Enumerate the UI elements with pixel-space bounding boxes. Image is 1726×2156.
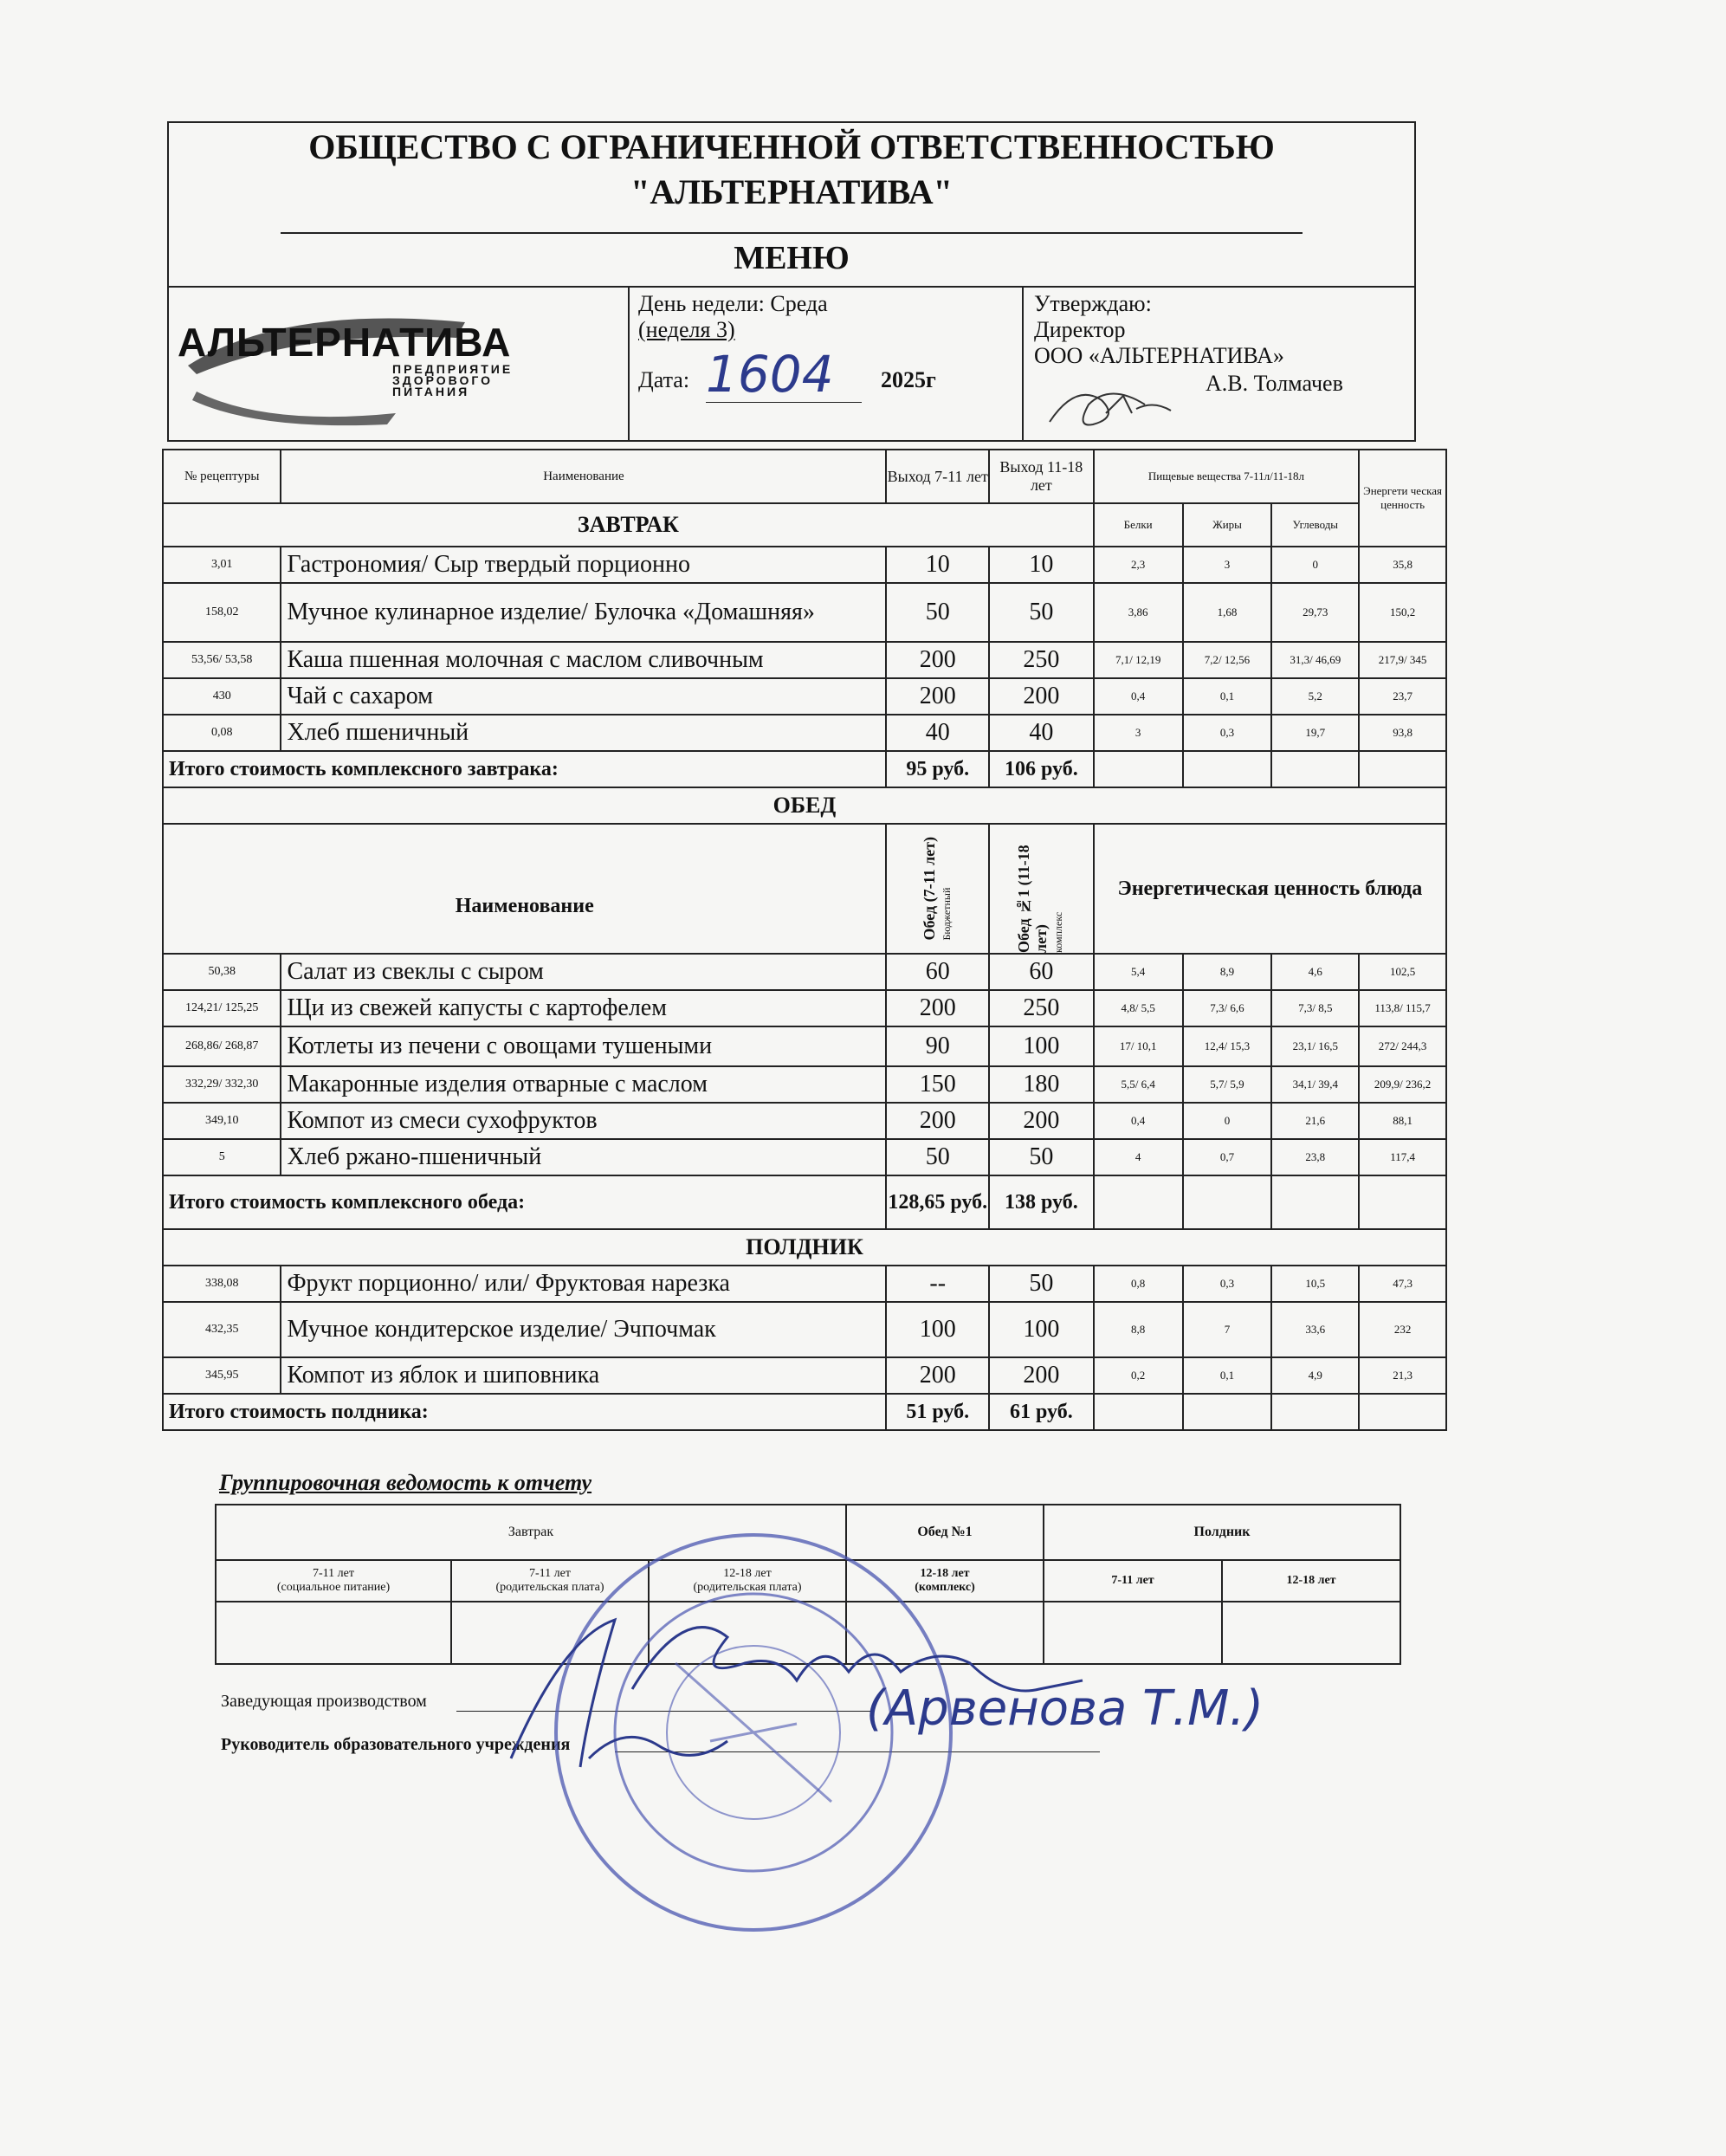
proteins-cell: 5,4 (1094, 954, 1183, 990)
date-underline (706, 402, 862, 403)
portion-old-cell: 60 (989, 954, 1094, 990)
proteins-cell: 0,8 (1094, 1266, 1183, 1302)
energy-cell: 272/ 244,3 (1359, 1026, 1446, 1066)
recipe-no-cell: 50,38 (163, 954, 281, 990)
grouping-subheader-cell: 7-11 лет (социальное питание) (216, 1560, 451, 1602)
dish-name-cell: Хлеб пшеничный (281, 715, 886, 751)
portion-young-cell: 60 (886, 954, 989, 990)
section-lunch: ОБЕД (163, 787, 1446, 824)
lunch-header-old: Обед №1 (11-18 лет) комплекс (989, 824, 1094, 954)
document-header (167, 121, 1416, 442)
fats-cell: 0,1 (1183, 1357, 1272, 1394)
grouping-subheader-cell: 7-11 лет (родительская плата) (451, 1560, 649, 1602)
portion-old-cell: 180 (989, 1066, 1094, 1103)
breakfast-row (163, 583, 1446, 642)
recipe-no-cell: 338,08 (163, 1266, 281, 1302)
energy-cell: 113,8/ 115,7 (1359, 990, 1446, 1026)
dish-name-cell: Чай с сахаром (281, 678, 886, 715)
portion-young-cell: 10 (886, 547, 989, 583)
proteins-cell: 8,8 (1094, 1302, 1183, 1357)
dish-name-cell: Гастрономия/ Сыр твердый порционно (281, 547, 886, 583)
portion-old-cell: 200 (989, 678, 1094, 715)
year: 2025г (881, 367, 936, 392)
portion-young-cell: 200 (886, 1357, 989, 1394)
portion-young-cell: 50 (886, 1139, 989, 1175)
group-lunch: Обед №1 (846, 1505, 1044, 1560)
lunch-header-energy: Энергетическая ценность блюда (1094, 824, 1446, 954)
energy-cell: 47,3 (1359, 1266, 1446, 1302)
portion-old-cell: 50 (989, 1266, 1094, 1302)
dish-name-cell: Компот из смеси сухофруктов (281, 1103, 886, 1139)
fats-cell: 3 (1183, 547, 1272, 583)
director-signature-icon (1041, 374, 1180, 435)
proteins-cell: 3 (1094, 715, 1183, 751)
dish-name-cell: Щи из свежей капусты с картофелем (281, 990, 886, 1026)
proteins-cell: 4 (1094, 1139, 1183, 1175)
breakfast-total-old: 106 руб. (989, 751, 1094, 787)
energy-cell: 93,8 (1359, 715, 1446, 751)
header-out-old: Выход 11-18 лет (989, 450, 1094, 503)
grouping-subheader-cell: 7-11 лет (1044, 1560, 1222, 1602)
doc-title: МЕНЮ (734, 240, 850, 276)
carbs-cell: 10,5 (1271, 1266, 1359, 1302)
breakfast-row (163, 715, 1446, 751)
portion-young-cell: -- (886, 1266, 989, 1302)
dish-name-cell: Компот из яблок и шиповника (281, 1357, 886, 1394)
lunch-row (163, 990, 1446, 1026)
recipe-no-cell: 430 (163, 678, 281, 715)
recipe-no-cell: 332,29/ 332,30 (163, 1066, 281, 1103)
fats-cell: 7 (1183, 1302, 1272, 1357)
carbs-cell: 19,7 (1271, 715, 1359, 751)
snack-rows (163, 1266, 1446, 1394)
energy-cell: 150,2 (1359, 583, 1446, 642)
recipe-no-cell: 124,21/ 125,25 (163, 990, 281, 1026)
lunch-row (163, 1139, 1446, 1175)
carbs-cell: 33,6 (1271, 1302, 1359, 1357)
lunch-header-name: Наименование (163, 824, 886, 954)
approve-role: Директор (1034, 317, 1126, 342)
portion-young-cell: 200 (886, 1103, 989, 1139)
proteins-cell: 5,5/ 6,4 (1094, 1066, 1183, 1103)
snack-row (163, 1357, 1446, 1394)
fats-cell: 1,68 (1183, 583, 1272, 642)
org-name-line1: ОБЩЕСТВО С ОГРАНИЧЕННОЙ ОТВЕТСТВЕННОСТЬЮ (308, 127, 1275, 166)
production-head-label: Заведующая производством (221, 1692, 427, 1711)
carbs-cell: 29,73 (1271, 583, 1359, 642)
recipe-no-cell: 0,08 (163, 715, 281, 751)
breakfast-total-young: 95 руб. (886, 751, 989, 787)
day-of-week: День недели: Среда (638, 291, 828, 316)
header-nutrients: Пищевые вещества 7-11л/11-18л (1094, 450, 1359, 503)
fats-cell: 7,3/ 6,6 (1183, 990, 1272, 1026)
proteins-cell: 2,3 (1094, 547, 1183, 583)
fats-cell: 7,2/ 12,56 (1183, 642, 1272, 678)
approve-name: А.В. Толмачев (1206, 371, 1343, 396)
portion-old-cell: 50 (989, 1139, 1094, 1175)
grouping-subheader-cell: 12-18 лет (1222, 1560, 1400, 1602)
proteins-cell: 0,2 (1094, 1357, 1183, 1394)
week-number: (неделя 3) (638, 317, 735, 342)
breakfast-row (163, 547, 1446, 583)
group-breakfast: Завтрак (216, 1505, 846, 1560)
lunch-total-old: 138 руб. (989, 1175, 1094, 1229)
section-snack: ПОЛДНИК (163, 1229, 1446, 1266)
header-fats: Жиры (1183, 503, 1272, 547)
carbs-cell: 4,9 (1271, 1357, 1359, 1394)
energy-cell: 217,9/ 345 (1359, 642, 1446, 678)
breakfast-total-label: Итого стоимость комплексного завтрака: (163, 751, 886, 787)
lunch-row (163, 1066, 1446, 1103)
grouping-title: Группировочная ведомость к отчету (219, 1470, 592, 1495)
portion-young-cell: 100 (886, 1302, 989, 1357)
energy-cell: 35,8 (1359, 547, 1446, 583)
energy-cell: 102,5 (1359, 954, 1446, 990)
energy-cell: 88,1 (1359, 1103, 1446, 1139)
carbs-cell: 7,3/ 8,5 (1271, 990, 1359, 1026)
breakfast-row (163, 678, 1446, 715)
dish-name-cell: Мучное кулинарное изделие/ Булочка «Домашняя» (281, 583, 886, 642)
section-breakfast: ЗАВТРАК (163, 503, 1094, 547)
proteins-cell: 3,86 (1094, 583, 1183, 642)
header-energy: Энергети ческая ценность (1359, 450, 1446, 547)
logo-subtitle: ПРЕДПРИЯТИЕ ЗДОРОВОГО ПИТАНИЯ (392, 362, 514, 398)
fats-cell: 0,7 (1183, 1139, 1272, 1175)
date-handwritten: 1604 (706, 345, 834, 404)
recipe-no-cell: 53,56/ 53,58 (163, 642, 281, 678)
header-recipe-no: № рецептуры (163, 450, 281, 503)
proteins-cell: 17/ 10,1 (1094, 1026, 1183, 1066)
carbs-cell: 4,6 (1271, 954, 1359, 990)
proteins-cell: 4,8/ 5,5 (1094, 990, 1183, 1026)
snack-row (163, 1266, 1446, 1302)
snack-row (163, 1302, 1446, 1357)
lunch-row (163, 1026, 1446, 1066)
school-head-label: Руководитель образовательного учреждения (221, 1735, 571, 1754)
approval-cell (1024, 288, 1414, 440)
carbs-cell: 34,1/ 39,4 (1271, 1066, 1359, 1103)
portion-old-cell: 200 (989, 1103, 1094, 1139)
lunch-header-young: Обед (7-11 лет) Бюджетный (886, 824, 989, 954)
dish-name-cell: Салат из свеклы с сыром (281, 954, 886, 990)
lunch-row (163, 954, 1446, 990)
proteins-cell: 0,4 (1094, 1103, 1183, 1139)
approve-org: ООО «АЛЬТЕРНАТИВА» (1034, 343, 1284, 368)
lunch-total-young: 128,65 руб. (886, 1175, 989, 1229)
lunch-row (163, 1103, 1446, 1139)
recipe-no-cell: 5 (163, 1139, 281, 1175)
menu-table (162, 449, 1447, 1431)
snack-total-label: Итого стоимость полдника: (163, 1394, 886, 1430)
carbs-cell: 23,8 (1271, 1139, 1359, 1175)
portion-young-cell: 200 (886, 642, 989, 678)
fats-cell: 8,9 (1183, 954, 1272, 990)
grouping-subheader-cell: 12-18 лет (комплекс) (846, 1560, 1044, 1602)
dish-name-cell: Каша пшенная молочная с маслом сливочным (281, 642, 886, 678)
dish-name-cell: Хлеб ржано-пшеничный (281, 1139, 886, 1175)
portion-young-cell: 200 (886, 990, 989, 1026)
portion-young-cell: 150 (886, 1066, 989, 1103)
recipe-no-cell: 3,01 (163, 547, 281, 583)
energy-cell: 232 (1359, 1302, 1446, 1357)
portion-old-cell: 100 (989, 1302, 1094, 1357)
carbs-cell: 0 (1271, 547, 1359, 583)
header-proteins: Белки (1094, 503, 1183, 547)
approve-label: Утверждаю: (1034, 291, 1152, 316)
fats-cell: 0,1 (1183, 678, 1272, 715)
header-info-row (169, 286, 1414, 440)
carbs-cell: 23,1/ 16,5 (1271, 1026, 1359, 1066)
carbs-cell: 31,3/ 46,69 (1271, 642, 1359, 678)
breakfast-rows (163, 547, 1446, 751)
dish-name-cell: Мучное кондитерское изделие/ Эчпочмак (281, 1302, 886, 1357)
portion-old-cell: 50 (989, 583, 1094, 642)
fats-cell: 5,7/ 5,9 (1183, 1066, 1272, 1103)
carbs-cell: 5,2 (1271, 678, 1359, 715)
fats-cell: 0,3 (1183, 715, 1272, 751)
logo-wordmark: АЛЬТЕРНАТИВА (178, 320, 512, 365)
portion-old-cell: 250 (989, 990, 1094, 1026)
portion-young-cell: 40 (886, 715, 989, 751)
recipe-no-cell: 349,10 (163, 1103, 281, 1139)
energy-cell: 117,4 (1359, 1139, 1446, 1175)
proteins-cell: 7,1/ 12,19 (1094, 642, 1183, 678)
fats-cell: 12,4/ 15,3 (1183, 1026, 1272, 1066)
dish-name-cell: Фрукт порционно/ или/ Фруктовая нарезка (281, 1266, 886, 1302)
date-label: Дата: (638, 367, 690, 392)
group-snack: Полдник (1044, 1505, 1400, 1560)
header-out-young: Выход 7-11 лет (886, 450, 989, 503)
fats-cell: 0,3 (1183, 1266, 1272, 1302)
energy-cell: 21,3 (1359, 1357, 1446, 1394)
portion-young-cell: 90 (886, 1026, 989, 1066)
logo-cell (169, 288, 630, 440)
portion-old-cell: 40 (989, 715, 1094, 751)
grouping-subheader-cell: 12-18 лет (родительская плата) (649, 1560, 846, 1602)
recipe-no-cell: 345,95 (163, 1357, 281, 1394)
fats-cell: 0 (1183, 1103, 1272, 1139)
org-name-line2: "АЛЬТЕРНАТИВА" (630, 172, 953, 211)
breakfast-row (163, 642, 1446, 678)
energy-cell: 209,9/ 236,2 (1359, 1066, 1446, 1103)
proteins-cell: 0,4 (1094, 678, 1183, 715)
lunch-total-label: Итого стоимость комплексного обеда: (163, 1175, 886, 1229)
dish-name-cell: Макаронные изделия отварные с маслом (281, 1066, 886, 1103)
dish-name-cell: Котлеты из печени с овощами тушеными (281, 1026, 886, 1066)
portion-old-cell: 100 (989, 1026, 1094, 1066)
energy-cell: 23,7 (1359, 678, 1446, 715)
portion-old-cell: 250 (989, 642, 1094, 678)
portion-old-cell: 10 (989, 547, 1094, 583)
recipe-no-cell: 158,02 (163, 583, 281, 642)
portion-young-cell: 200 (886, 678, 989, 715)
handwritten-name: (Арвенова Т.М.) (866, 1680, 1264, 1737)
lunch-rows (163, 954, 1446, 1175)
portion-old-cell: 200 (989, 1357, 1094, 1394)
header-carbs: Углеводы (1271, 503, 1359, 547)
recipe-no-cell: 432,35 (163, 1302, 281, 1357)
date-cell (630, 288, 1024, 440)
header-name: Наименование (281, 450, 886, 503)
carbs-cell: 21,6 (1271, 1103, 1359, 1139)
portion-young-cell: 50 (886, 583, 989, 642)
recipe-no-cell: 268,86/ 268,87 (163, 1026, 281, 1066)
snack-total-old: 61 руб. (989, 1394, 1094, 1430)
snack-total-young: 51 руб. (886, 1394, 989, 1430)
